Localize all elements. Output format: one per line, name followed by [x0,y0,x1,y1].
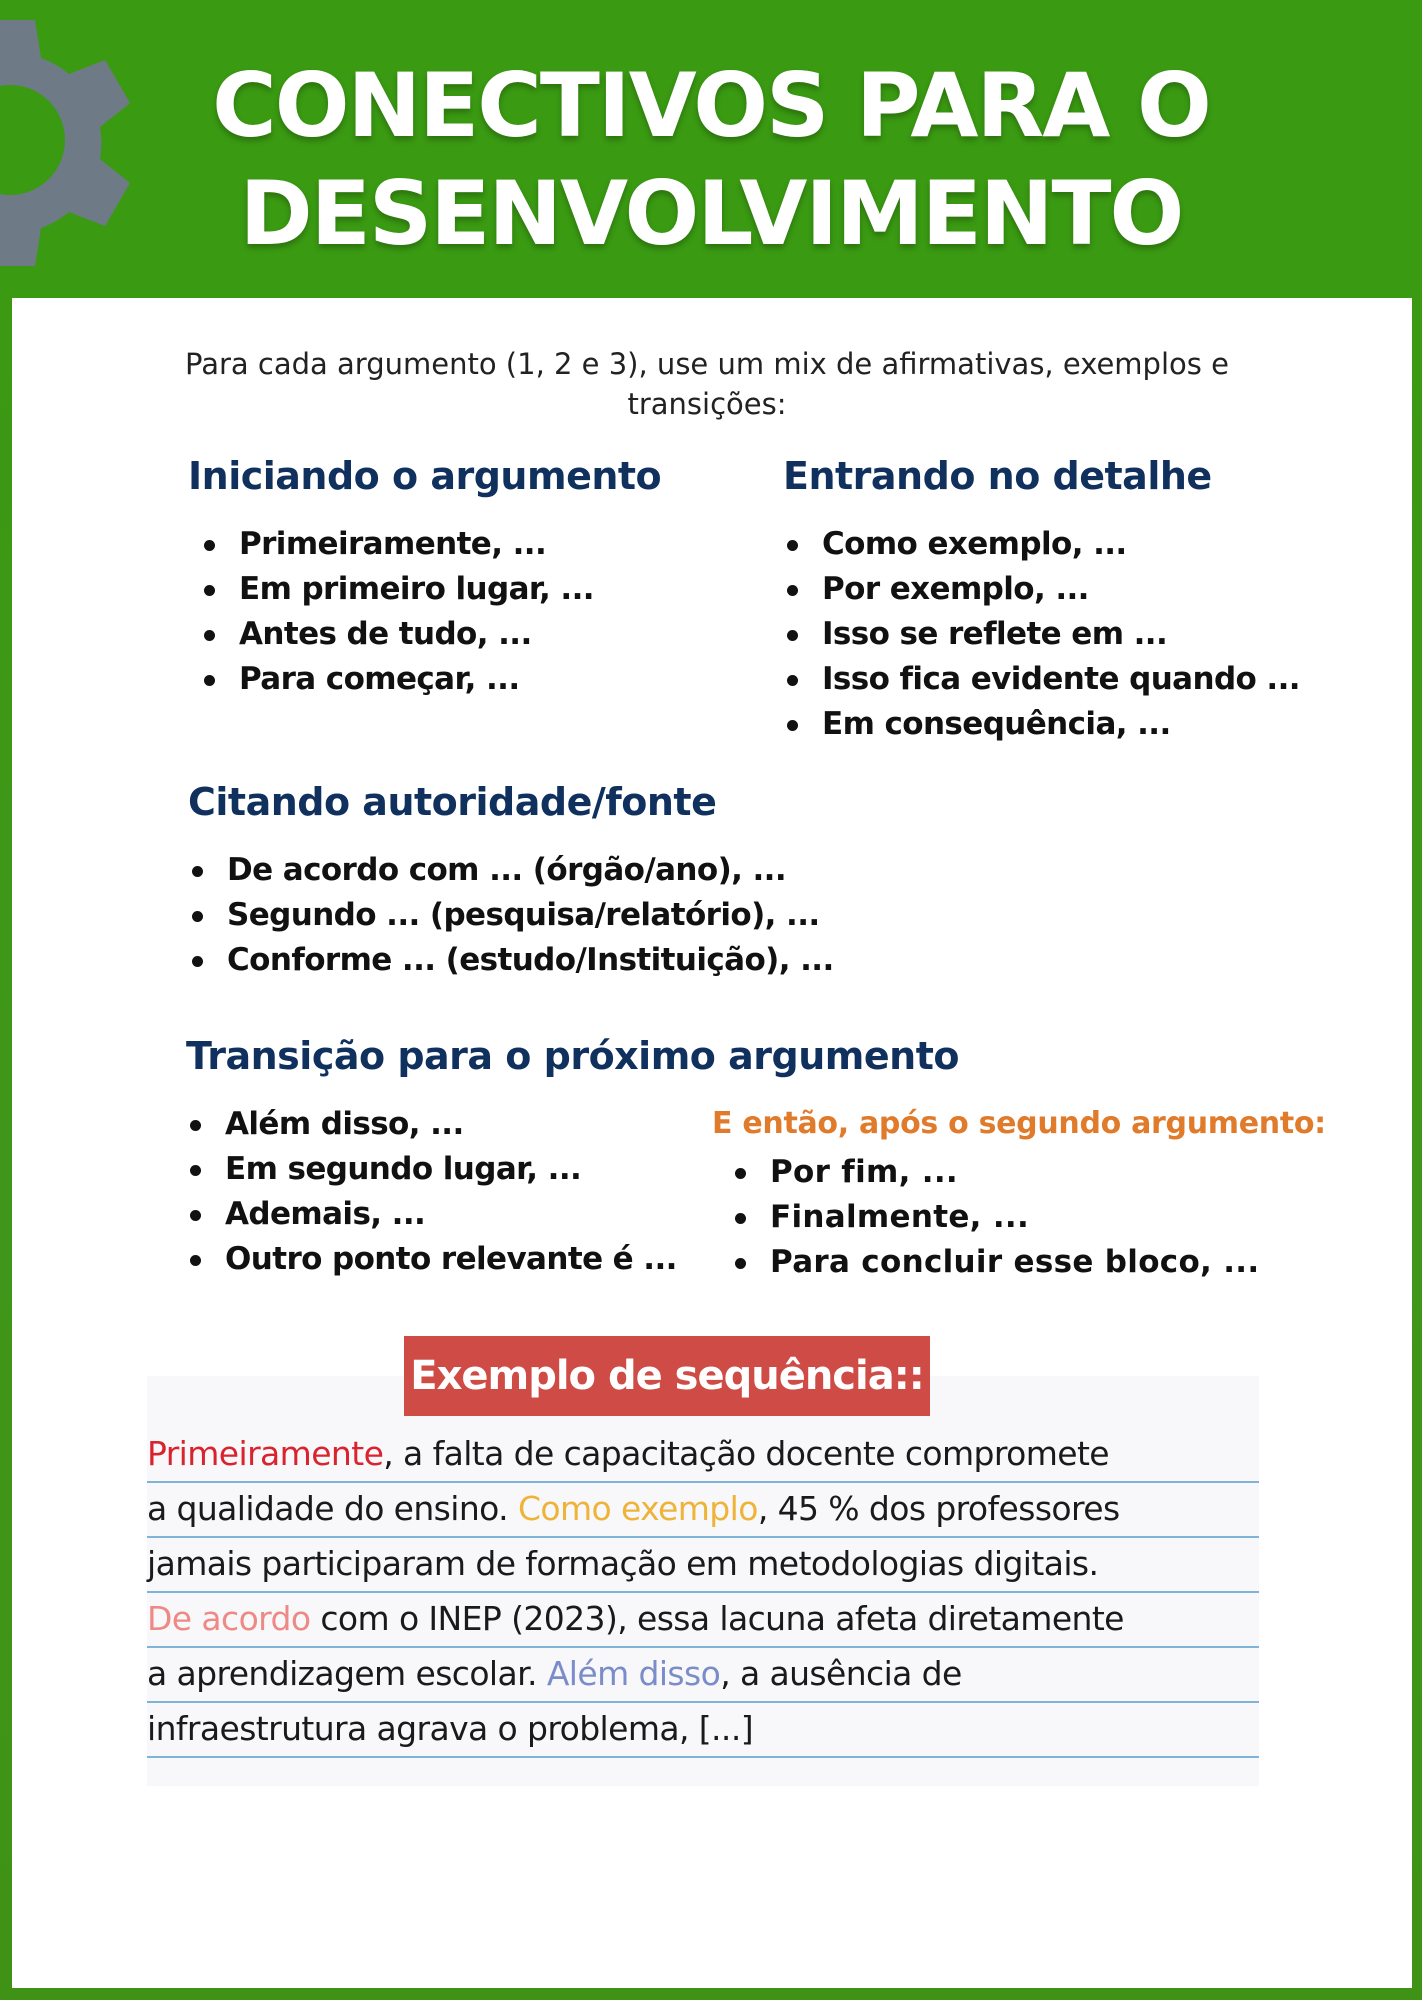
list-transicao [180,1102,677,1282]
section-title-citando: Citando autoridade/fonte [188,780,717,824]
highlight-text: Como exemplo [517,1489,758,1528]
highlight-text: De acordo [147,1599,311,1638]
intro-text [162,344,1252,424]
content-card [12,298,1412,1988]
line-text: , a falta de capacitação docente compromete [383,1434,1110,1473]
list-item: Como exemplo, ... [777,522,1300,567]
example-line [147,1648,1259,1703]
list-item: Por exemplo, ... [777,567,1300,612]
list-item: Ademais, ... [180,1192,677,1237]
list-item: Por fim, ... [725,1150,1259,1195]
list-citando [182,848,834,983]
list-iniciando [194,522,594,702]
list-item: Antes de tudo, ... [194,612,594,657]
line-text: com o INEP (2023), essa lacuna afeta diretamente [310,1599,1124,1638]
section-title-transicao: Transição para o próximo argumento [186,1034,959,1078]
list-final [725,1150,1259,1285]
example-badge: Exemplo de sequência:: [404,1336,930,1416]
example-line [147,1593,1259,1648]
title-line-1: CONECTIVOS PARA O [212,54,1210,157]
list-item: Isso se reflete em ... [777,612,1300,657]
example-line [147,1703,1259,1758]
list-item: Além disso, ... [180,1102,677,1147]
example-line [147,1538,1259,1593]
title-line-2: DESENVOLVIMENTO [239,162,1183,265]
list-item: Finalmente, ... [725,1195,1259,1240]
intro-line-2: transições: [627,387,787,421]
line-text: , 45 % dos professores [757,1489,1120,1528]
page-title [0,52,1422,268]
example-paragraph [147,1428,1259,1758]
highlight-text: Primeiramente [147,1434,384,1473]
line-text: a aprendizagem escolar. [147,1654,547,1693]
example-line [147,1483,1259,1538]
list-item: Em primeiro lugar, ... [194,567,594,612]
section-title-final: E então, após o segundo argumento: [712,1106,1326,1141]
list-item: Outro ponto relevante é ... [180,1237,677,1282]
list-item: Conforme ... (estudo/Instituição), ... [182,938,834,983]
header-banner [0,0,1422,298]
list-detalhe [777,522,1300,747]
list-item: Primeiramente, ... [194,522,594,567]
line-text: a qualidade do ensino. [147,1489,518,1528]
line-text: jamais participaram de formação em metodologias digitais. [147,1544,1099,1583]
section-title-detalhe: Entrando no detalhe [783,454,1212,498]
list-item: Para começar, ... [194,657,594,702]
line-text: infraestrutura agrava o problema, [...] [147,1709,753,1748]
list-item: Isso fica evidente quando ... [777,657,1300,702]
highlight-text: Além disso [546,1654,721,1693]
list-item: Em consequência, ... [777,702,1300,747]
list-item: Para concluir esse bloco, ... [725,1240,1259,1285]
example-line [147,1428,1259,1483]
intro-line-1: Para cada argumento (1, 2 e 3), use um mix de afirmativas, exemplos e [185,347,1229,381]
list-item: Segundo ... (pesquisa/relatório), ... [182,893,834,938]
list-item: Em segundo lugar, ... [180,1147,677,1192]
list-item: De acordo com ... (órgão/ano), ... [182,848,834,893]
section-title-iniciando: Iniciando o argumento [188,454,662,498]
line-text: , a ausência de [720,1654,962,1693]
